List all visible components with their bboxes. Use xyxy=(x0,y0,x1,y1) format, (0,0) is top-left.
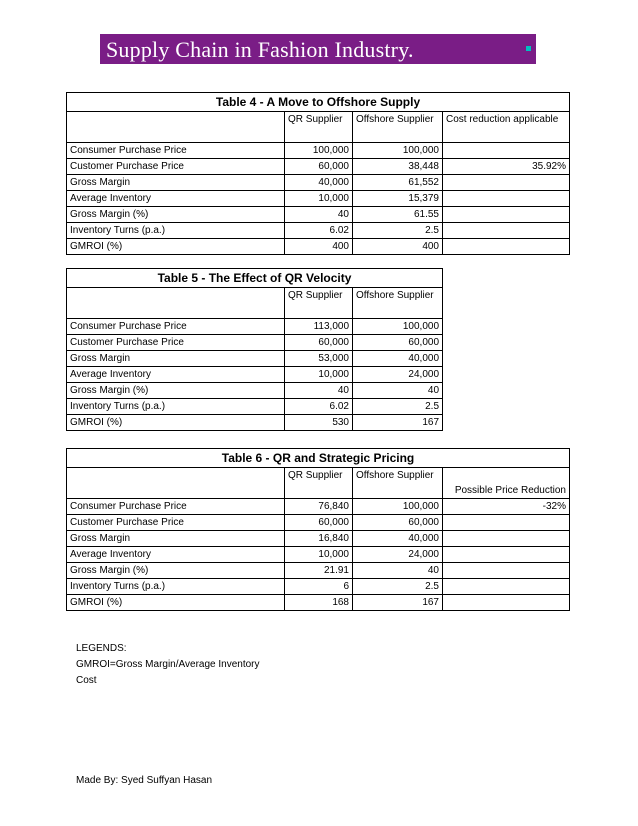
table-5-body xyxy=(67,319,443,431)
row-label: Customer Purchase Price xyxy=(67,159,285,175)
cell-value: 35.92% xyxy=(443,159,570,175)
cell-value xyxy=(443,579,570,595)
table-row xyxy=(67,239,570,255)
cell-value: 60,000 xyxy=(285,335,353,351)
row-label: Gross Margin (%) xyxy=(67,383,285,399)
row-label: Consumer Purchase Price xyxy=(67,143,285,159)
cell-value xyxy=(443,239,570,255)
row-label: Customer Purchase Price xyxy=(67,335,285,351)
table-5 xyxy=(66,268,443,431)
cell-value xyxy=(443,515,570,531)
row-label: Consumer Purchase Price xyxy=(67,499,285,515)
cell-value xyxy=(443,143,570,159)
cell-value: 61.55 xyxy=(353,207,443,223)
cell-value: 16,840 xyxy=(285,531,353,547)
row-label: Average Inventory xyxy=(67,367,285,383)
table-4-header-offshore: Offshore Supplier xyxy=(353,112,443,143)
table-6 xyxy=(66,448,570,611)
cell-value: 167 xyxy=(353,415,443,431)
cell-value: 100,000 xyxy=(285,143,353,159)
cell-value: 6 xyxy=(285,579,353,595)
table-6-caption: Table 6 - QR and Strategic Pricing xyxy=(67,449,570,468)
table-row xyxy=(67,159,570,175)
cell-value xyxy=(443,563,570,579)
table-row xyxy=(67,579,570,595)
legend-line-gmroi: GMROI=Gross Margin/Average Inventory xyxy=(76,659,260,670)
cell-value xyxy=(443,223,570,239)
cell-value: 60,000 xyxy=(285,515,353,531)
table-6-header-label xyxy=(67,468,285,499)
cell-value: 113,000 xyxy=(285,319,353,335)
row-label: Average Inventory xyxy=(67,191,285,207)
table-6-body xyxy=(67,499,570,611)
table-4-body xyxy=(67,143,570,255)
table-row xyxy=(67,351,443,367)
cell-value: 6.02 xyxy=(285,223,353,239)
table-row xyxy=(67,223,570,239)
row-label: Gross Margin (%) xyxy=(67,563,285,579)
legend xyxy=(76,641,260,689)
cell-value: 40 xyxy=(353,563,443,579)
table-row xyxy=(67,143,570,159)
cell-value: -32% xyxy=(443,499,570,515)
table-5-header-qr: QR Supplier xyxy=(285,288,353,319)
cell-value: 2.5 xyxy=(353,399,443,415)
legend-line-cost: Cost xyxy=(76,675,97,686)
row-label: Inventory Turns (p.a.) xyxy=(67,399,285,415)
cell-value: 76,840 xyxy=(285,499,353,515)
cell-value: 167 xyxy=(353,595,443,611)
footer-author: Made By: Syed Suffyan Hasan xyxy=(76,775,213,786)
cell-value: 38,448 xyxy=(353,159,443,175)
row-label: Gross Margin xyxy=(67,175,285,191)
cell-value: 15,379 xyxy=(353,191,443,207)
cell-value: 100,000 xyxy=(353,143,443,159)
cell-value xyxy=(443,547,570,563)
cell-value: 21.91 xyxy=(285,563,353,579)
table-row xyxy=(67,547,570,563)
cell-value: 60,000 xyxy=(353,335,443,351)
row-label: Customer Purchase Price xyxy=(67,515,285,531)
row-label: GMROI (%) xyxy=(67,239,285,255)
cell-value: 10,000 xyxy=(285,547,353,563)
table-row xyxy=(67,515,570,531)
row-label: Consumer Purchase Price xyxy=(67,319,285,335)
cell-value xyxy=(443,175,570,191)
cell-value xyxy=(443,595,570,611)
table-row xyxy=(67,207,570,223)
row-label: GMROI (%) xyxy=(67,595,285,611)
table-row xyxy=(67,335,443,351)
table-row xyxy=(67,563,570,579)
cell-value: 100,000 xyxy=(353,319,443,335)
table-row xyxy=(67,383,443,399)
legend-heading: LEGENDS: xyxy=(76,643,127,654)
table-row xyxy=(67,191,570,207)
cell-value: 40,000 xyxy=(353,351,443,367)
table-row xyxy=(67,531,570,547)
table-row xyxy=(67,367,443,383)
table-4-caption: Table 4 - A Move to Offshore Supply xyxy=(67,93,570,112)
cell-value xyxy=(443,191,570,207)
cell-value: 100,000 xyxy=(353,499,443,515)
cell-value: 2.5 xyxy=(353,579,443,595)
row-label: Gross Margin xyxy=(67,531,285,547)
table-4 xyxy=(66,92,570,255)
row-label: Inventory Turns (p.a.) xyxy=(67,223,285,239)
cell-value: 530 xyxy=(285,415,353,431)
cell-value: 400 xyxy=(285,239,353,255)
cell-value: 400 xyxy=(353,239,443,255)
table-5-header-label xyxy=(67,288,285,319)
table-row xyxy=(67,175,570,191)
cell-value: 60,000 xyxy=(353,515,443,531)
row-label: Gross Margin xyxy=(67,351,285,367)
cell-value xyxy=(443,531,570,547)
row-label: Gross Margin (%) xyxy=(67,207,285,223)
title-accent-dot xyxy=(526,46,531,51)
table-5-caption: Table 5 - The Effect of QR Velocity xyxy=(67,269,443,288)
table-row xyxy=(67,415,443,431)
row-label: Average Inventory xyxy=(67,547,285,563)
cell-value: 2.5 xyxy=(353,223,443,239)
table-row xyxy=(67,595,570,611)
table-4-header-label xyxy=(67,112,285,143)
cell-value: 40,000 xyxy=(353,531,443,547)
cell-value: 24,000 xyxy=(353,367,443,383)
cell-value: 61,552 xyxy=(353,175,443,191)
cell-value: 40 xyxy=(285,383,353,399)
table-6-header-qr: QR Supplier xyxy=(285,468,353,499)
cell-value: 6.02 xyxy=(285,399,353,415)
cell-value: 10,000 xyxy=(285,191,353,207)
cell-value xyxy=(443,207,570,223)
page-title: Supply Chain in Fashion Industry. xyxy=(106,37,414,62)
table-row xyxy=(67,399,443,415)
cell-value: 53,000 xyxy=(285,351,353,367)
row-label: Inventory Turns (p.a.) xyxy=(67,579,285,595)
table-4-header-cost-reduction: Cost reduction applicable xyxy=(443,112,570,143)
cell-value: 40,000 xyxy=(285,175,353,191)
cell-value: 40 xyxy=(353,383,443,399)
row-label: GMROI (%) xyxy=(67,415,285,431)
table-4-header-qr: QR Supplier xyxy=(285,112,353,143)
cell-value: 10,000 xyxy=(285,367,353,383)
table-5-header-offshore: Offshore Supplier xyxy=(353,288,443,319)
cell-value: 168 xyxy=(285,595,353,611)
table-6-header-offshore: Offshore Supplier xyxy=(353,468,443,499)
table-6-header-price-reduction: Possible Price Reduction xyxy=(443,468,570,499)
table-row xyxy=(67,319,443,335)
table-row xyxy=(67,499,570,515)
cell-value: 40 xyxy=(285,207,353,223)
cell-value: 60,000 xyxy=(285,159,353,175)
cell-value: 24,000 xyxy=(353,547,443,563)
